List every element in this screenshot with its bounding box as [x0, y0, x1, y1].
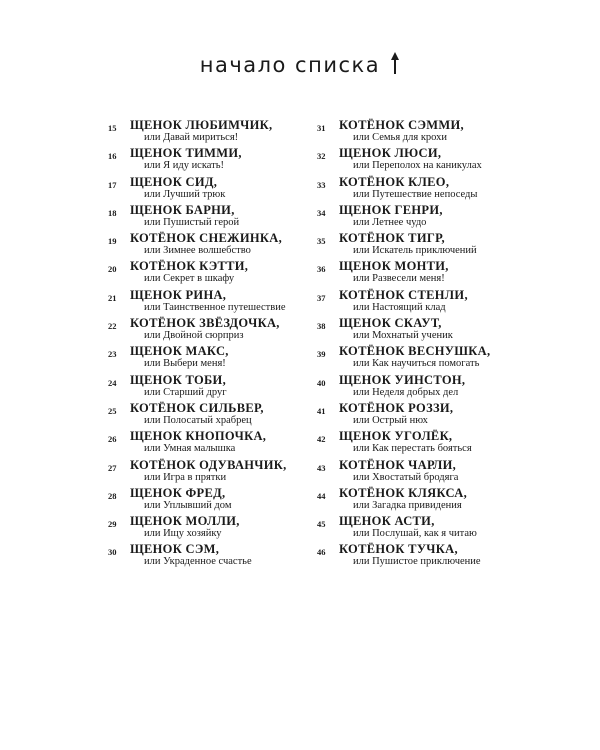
- book-entry: [317, 260, 537, 288]
- book-entry: [317, 232, 537, 260]
- book-subtitle: или Старший друг: [144, 386, 227, 398]
- book-entry: [108, 176, 328, 204]
- book-subtitle: или Как перестать бояться: [353, 443, 472, 455]
- book-subtitle: или Острый нюх: [353, 414, 428, 426]
- book-subtitle: или Я иду искать!: [144, 160, 225, 172]
- book-subtitle: или Секрет в шкафу: [144, 273, 235, 285]
- book-entry: [317, 289, 537, 317]
- book-subtitle: или Умная малышка: [144, 443, 236, 455]
- book-subtitle: или Мохнатый ученик: [353, 330, 453, 342]
- book-entry: [317, 459, 537, 487]
- book-title: КОТЁНОК ОДУВАНЧИК,: [130, 457, 287, 472]
- book-subtitle: или Двойной сюрприз: [144, 330, 244, 342]
- book-number: 46: [317, 547, 326, 558]
- book-number: 35: [317, 236, 326, 247]
- book-subtitle: или Пушистое приключение: [353, 556, 481, 568]
- book-number: 32: [317, 151, 326, 162]
- book-number: 18: [108, 207, 117, 218]
- book-title: ЩЕНОК ГЕНРИ,: [339, 202, 443, 217]
- book-subtitle: или Давай мириться!: [144, 132, 239, 143]
- book-entry: [108, 515, 328, 543]
- book-title: ЩЕНОК СИД,: [130, 174, 218, 189]
- book-entry: [317, 176, 537, 204]
- book-number: 21: [108, 292, 117, 303]
- book-subtitle: или Зимнее волшебство: [144, 245, 251, 257]
- book-subtitle: или Путешествие непоседы: [353, 188, 478, 200]
- book-number: 45: [317, 519, 326, 530]
- book-number: 25: [108, 405, 117, 416]
- book-number: 38: [317, 321, 326, 332]
- book-number: 19: [108, 236, 117, 247]
- book-title: ЩЕНОК ТОБИ,: [130, 372, 227, 387]
- book-subtitle: или Загадка привидения: [353, 499, 462, 511]
- book-entry: [317, 487, 537, 515]
- book-subtitle: или Таинственное путешествие: [144, 301, 286, 313]
- book-title: КОТЁНОК ЧАРЛИ,: [339, 457, 457, 472]
- book-title: ЩЕНОК МОЛЛИ,: [130, 514, 240, 529]
- book-title: КОТЁНОК КЛЯКСА,: [339, 485, 467, 500]
- book-subtitle: или Ищу хозяйку: [144, 528, 222, 540]
- book-title: КОТЁНОК ВЕСНУШКА,: [339, 344, 491, 359]
- book-subtitle: или Пушистый герой: [144, 216, 240, 228]
- book-entry: [317, 119, 537, 147]
- book-number: 43: [317, 462, 326, 473]
- book-title: ЩЕНОК БАРНИ,: [130, 202, 235, 217]
- book-entry: [317, 204, 537, 232]
- book-title: КОТЁНОК РОЗЗИ,: [339, 400, 454, 415]
- book-subtitle: или Летнее чудо: [353, 216, 427, 228]
- book-number: 36: [317, 264, 326, 275]
- book-entry: [108, 459, 328, 487]
- book-entry: [108, 543, 328, 571]
- book-entry: [108, 317, 328, 345]
- book-number: 30: [108, 547, 117, 558]
- book-title: ЩЕНОК МАКС,: [130, 344, 229, 359]
- book-number: 44: [317, 490, 326, 501]
- book-number: 27: [108, 462, 117, 473]
- book-entry: [108, 260, 328, 288]
- book-number: 20: [108, 264, 117, 275]
- book-title: КОТЁНОК КЛЕО,: [339, 174, 450, 189]
- book-entry: [317, 430, 537, 458]
- book-title: ЩЕНОК СКАУТ,: [339, 316, 442, 331]
- book-title: КОТЁНОК КЭТТИ,: [130, 259, 249, 274]
- book-title: ЩЕНОК СЭМ,: [130, 542, 220, 557]
- book-title: КОТЁНОК СНЕЖИНКА,: [130, 231, 282, 246]
- book-number: 39: [317, 349, 326, 360]
- book-list-left-column: [108, 119, 328, 572]
- book-number: 29: [108, 519, 117, 530]
- book-number: 28: [108, 490, 117, 501]
- book-title: КОТЁНОК СИЛЬВЕР,: [130, 400, 264, 415]
- book-subtitle: или Послушай, как я читаю: [353, 528, 477, 540]
- book-entry: [317, 402, 537, 430]
- book-number: 26: [108, 434, 117, 445]
- book-title: КОТЁНОК СТЕНЛИ,: [339, 287, 468, 302]
- book-entry: [317, 345, 537, 373]
- book-subtitle: или Настоящий клад: [353, 301, 446, 313]
- book-subtitle: или Выбери меня!: [144, 358, 226, 370]
- book-subtitle: или Украденное счастье: [144, 556, 252, 568]
- book-subtitle: или Полосатый храбрец: [144, 414, 252, 426]
- book-entry: [108, 487, 328, 515]
- book-title: КОТЁНОК ТИГР,: [339, 231, 445, 246]
- book-entry: [317, 317, 537, 345]
- book-subtitle: или Как научиться помогать: [353, 358, 480, 370]
- book-title: ЩЕНОК УГОЛЁК,: [339, 429, 453, 444]
- book-number: 34: [317, 207, 326, 218]
- book-entry: [317, 543, 537, 571]
- book-number: 41: [317, 405, 326, 416]
- page-title-text: начало списка: [199, 53, 381, 77]
- book-title: ЩЕНОК РИНА,: [130, 287, 227, 302]
- book-title: КОТЁНОК ТУЧКА,: [339, 542, 458, 557]
- book-title: ЩЕНОК УИНСТОН,: [339, 372, 466, 387]
- book-entry: [108, 232, 328, 260]
- book-title: ЩЕНОК АСТИ,: [339, 514, 435, 529]
- book-list-right-column: [317, 119, 537, 572]
- book-number: 15: [108, 123, 117, 133]
- book-title: КОТЁНОК СЭММИ,: [339, 118, 464, 132]
- book-number: 23: [108, 349, 117, 360]
- book-title: ЩЕНОК ЛЮБИМЧИК,: [130, 118, 273, 132]
- book-number: 22: [108, 321, 117, 332]
- book-title: ЩЕНОК ТИММИ,: [130, 146, 242, 161]
- book-entry: [108, 430, 328, 458]
- book-entry: [108, 204, 328, 232]
- page-title: [0, 52, 600, 77]
- book-entry: [108, 147, 328, 175]
- book-title: КОТЁНОК ЗВЁЗДОЧКА,: [130, 316, 280, 331]
- book-subtitle: или Развесели меня!: [353, 273, 445, 285]
- book-number: 31: [317, 123, 326, 133]
- book-subtitle: или Лучший трюк: [144, 188, 226, 200]
- book-entry: [317, 147, 537, 175]
- book-entry: [108, 289, 328, 317]
- book-number: 24: [108, 377, 117, 388]
- book-number: 40: [317, 377, 326, 388]
- book-entry: [317, 374, 537, 402]
- book-entry: [317, 515, 537, 543]
- book-number: 42: [317, 434, 326, 445]
- book-entry: [108, 119, 328, 147]
- book-number: 33: [317, 179, 326, 190]
- book-number: 17: [108, 179, 117, 190]
- book-entry: [108, 374, 328, 402]
- book-number: 37: [317, 292, 326, 303]
- book-title: ЩЕНОК МОНТИ,: [339, 259, 449, 274]
- book-title: ЩЕНОК ЛЮСИ,: [339, 146, 442, 161]
- book-subtitle: или Неделя добрых дел: [353, 386, 459, 398]
- book-title: ЩЕНОК КНОПОЧКА,: [130, 429, 267, 444]
- book-title: ЩЕНОК ФРЕД,: [130, 485, 226, 500]
- book-number: 16: [108, 151, 117, 162]
- arrow-up-icon: [390, 52, 400, 74]
- book-subtitle: или Семья для крохи: [353, 132, 448, 143]
- book-subtitle: или Уплывший дом: [144, 499, 232, 511]
- book-subtitle: или Искатель приключений: [353, 245, 477, 257]
- book-entry: [108, 402, 328, 430]
- book-entry: [108, 345, 328, 373]
- book-subtitle: или Игра в прятки: [144, 471, 227, 483]
- book-subtitle: или Переполох на каникулах: [353, 160, 482, 172]
- book-subtitle: или Хвостатый бродяга: [353, 471, 459, 483]
